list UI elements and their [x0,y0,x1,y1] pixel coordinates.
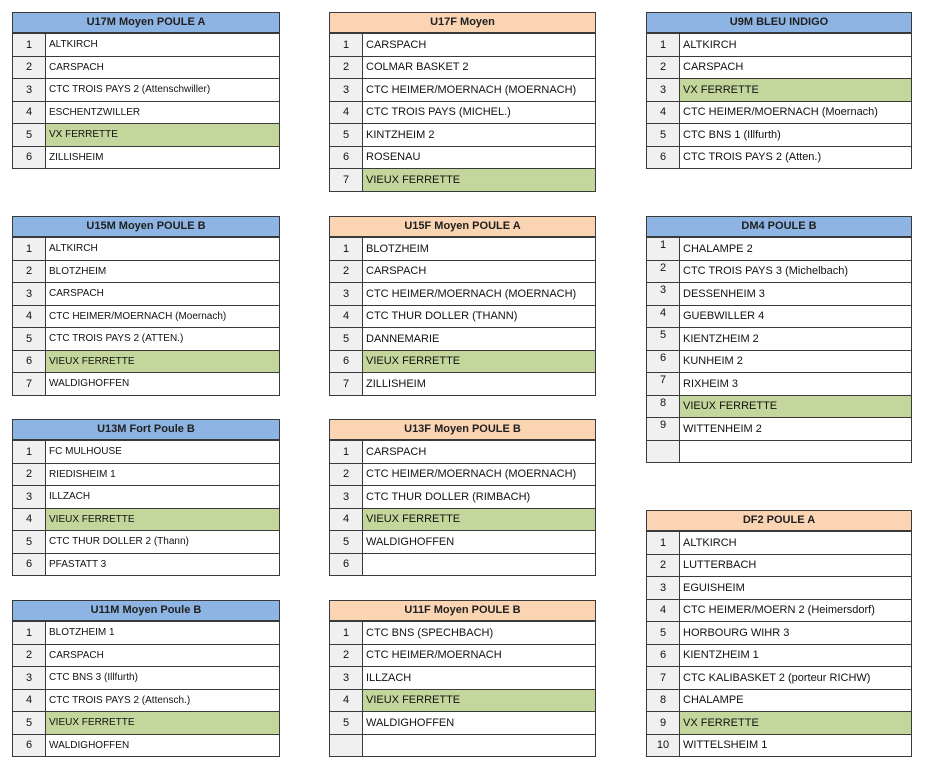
row-number: 9 [647,712,680,735]
table-row [330,101,596,124]
team-name: ILLZACH [363,667,596,690]
row-number: 5 [647,124,680,147]
team-name: KINTZHEIM 2 [363,124,596,147]
standings-table [12,33,280,169]
team-name: COLMAR BASKET 2 [363,56,596,79]
table-row [13,373,280,396]
team-name: RIXHEIM 3 [680,373,912,396]
row-number: 4 [330,508,363,531]
group-u17f-moyen [329,12,596,192]
team-name: BLOTZHEIM 1 [46,622,280,645]
team-name: ALTKIRCH [46,238,280,261]
table-row [13,56,280,79]
row-number: 3 [330,79,363,102]
team-name: CARSPACH [46,283,280,306]
table-row [647,124,912,147]
table-row [647,373,912,396]
team-name: CTC HEIMER/MOERNACH (MOERNACH) [363,463,596,486]
table-row [13,508,280,531]
row-number: 4 [330,305,363,328]
row-number: 2 [330,56,363,79]
row-number: 3 [647,577,680,600]
team-name: ILLZACH [46,486,280,509]
row-number [330,734,363,757]
team-name: CARSPACH [680,56,912,79]
team-name-highlighted: VX FERRETTE [680,712,912,735]
standings-table [12,440,280,576]
standings-table [12,237,280,396]
table-row [330,667,596,690]
row-number: 2 [330,644,363,667]
row-number: 5 [647,622,680,645]
table-row [647,689,912,712]
table-row [647,644,912,667]
team-name: CTC TROIS PAYS (MICHEL.) [363,101,596,124]
row-number: 1 [13,238,46,261]
table-row [13,553,280,576]
table-row [330,305,596,328]
team-name-highlighted: VIEUX FERRETTE [680,395,912,418]
team-name: CTC HEIMER/MOERNACH (MOERNACH) [363,283,596,306]
table-row [330,644,596,667]
standings-table [329,33,596,192]
standings-table [646,237,912,463]
group-u11f-moyen-poule-b [329,600,596,757]
table-row [647,734,912,757]
row-number: 6 [330,553,363,576]
team-name: KIENTZHEIM 2 [680,328,912,351]
team-name: WALDIGHOFFEN [46,734,280,757]
row-number: 7 [13,373,46,396]
table-row [647,350,912,373]
row-number: 7 [330,373,363,396]
row-number: 5 [13,712,46,735]
table-row [330,622,596,645]
table-row [13,283,280,306]
table-row [330,441,596,464]
team-name-highlighted: VIEUX FERRETTE [46,508,280,531]
table-row [330,283,596,306]
row-number: 3 [330,486,363,509]
table-row [647,667,912,690]
team-name-highlighted: VX FERRETTE [680,79,912,102]
team-name: HORBOURG WIHR 3 [680,622,912,645]
table-row [647,238,912,261]
table-row [330,260,596,283]
team-name: CTC TROIS PAYS 2 (Attensch.) [46,689,280,712]
group-u13m-fort-poule-b [12,419,280,576]
row-number: 2 [330,260,363,283]
group-title: U13F Moyen POULE B [329,419,596,440]
table-row [330,508,596,531]
row-number: 3 [330,283,363,306]
table-row [330,34,596,57]
table-row [647,328,912,351]
row-number: 7 [647,373,680,396]
table-row [13,305,280,328]
row-number: 6 [13,734,46,757]
group-u15f-moyen-poule-a [329,216,596,396]
team-name: CTC HEIMER/MOERNACH (Moernach) [46,305,280,328]
team-name: DESSENHEIM 3 [680,283,912,306]
table-row [13,689,280,712]
team-name: WITTENHEIM 2 [680,418,912,441]
table-row [647,622,912,645]
row-number: 5 [647,328,680,351]
table-row [647,283,912,306]
table-row [330,689,596,712]
row-number: 1 [647,34,680,57]
team-name: CTC BNS 1 (Illfurth) [680,124,912,147]
row-number: 2 [13,463,46,486]
group-u13f-moyen-poule-b [329,419,596,576]
team-name: CTC BNS (SPECHBACH) [363,622,596,645]
team-name: CTC HEIMER/MOERN 2 (Heimersdorf) [680,599,912,622]
row-number: 2 [647,554,680,577]
group-title: U17F Moyen [329,12,596,33]
row-number: 8 [647,395,680,418]
table-row [647,79,912,102]
row-number: 3 [647,79,680,102]
row-number: 5 [330,531,363,554]
team-name: CTC THUR DOLLER (THANN) [363,305,596,328]
team-name: ZILLISHEIM [46,146,280,169]
team-name: CTC HEIMER/MOERNACH (Moernach) [680,101,912,124]
group-title: U13M Fort Poule B [12,419,280,440]
table-row [13,622,280,645]
table-row [330,734,596,757]
team-name: CTC BNS 3 (Illfurth) [46,667,280,690]
team-name: ALTKIRCH [680,34,912,57]
team-name: WALDIGHOFFEN [363,531,596,554]
team-name-highlighted: VIEUX FERRETTE [363,508,596,531]
team-name-highlighted: VIEUX FERRETTE [46,350,280,373]
team-name: WITTELSHEIM 1 [680,734,912,757]
group-u9m-bleu-indigo [646,12,912,169]
table-row [647,418,912,441]
standings-table [329,621,596,757]
table-row [647,34,912,57]
team-name: FC MULHOUSE [46,441,280,464]
team-name: RIEDISHEIM 1 [46,463,280,486]
table-row [13,644,280,667]
table-row [13,238,280,261]
team-name [680,440,912,463]
row-number: 1 [647,532,680,555]
team-name: CARSPACH [363,441,596,464]
team-name: CTC THUR DOLLER (RIMBACH) [363,486,596,509]
team-name: PFASTATT 3 [46,553,280,576]
group-u15m-moyen-poule-b [12,216,280,396]
table-row [13,34,280,57]
group-title: DF2 POULE A [646,510,912,531]
row-number: 3 [13,486,46,509]
table-row [13,79,280,102]
table-row [13,463,280,486]
standings-table [329,440,596,576]
table-row [647,554,912,577]
row-number: 3 [330,667,363,690]
row-number: 4 [13,101,46,124]
team-name: LUTTERBACH [680,554,912,577]
team-name: KIENTZHEIM 1 [680,644,912,667]
team-name-highlighted: VIEUX FERRETTE [363,350,596,373]
row-number: 3 [647,283,680,306]
table-row [330,531,596,554]
table-row [647,260,912,283]
table-row [13,712,280,735]
row-number: 5 [330,124,363,147]
row-number: 5 [330,712,363,735]
row-number: 4 [647,101,680,124]
row-number: 2 [330,463,363,486]
team-name: CTC HEIMER/MOERNACH (MOERNACH) [363,79,596,102]
group-title: U11F Moyen POULE B [329,600,596,621]
team-name: GUEBWILLER 4 [680,305,912,328]
team-name: CARSPACH [46,644,280,667]
row-number: 9 [647,418,680,441]
team-name: CTC HEIMER/MOERNACH [363,644,596,667]
row-number: 4 [647,599,680,622]
team-name: CTC TROIS PAYS 2 (Atten.) [680,146,912,169]
group-title: DM4 POULE B [646,216,912,237]
table-row [330,553,596,576]
team-name: ALTKIRCH [680,532,912,555]
table-row [330,463,596,486]
row-number: 2 [13,644,46,667]
table-row [647,56,912,79]
row-number [647,440,680,463]
table-row [13,667,280,690]
row-number: 2 [647,260,680,283]
table-row [13,441,280,464]
row-number: 3 [13,283,46,306]
table-row [330,350,596,373]
team-name: EGUISHEIM [680,577,912,600]
table-row [647,395,912,418]
row-number: 2 [13,260,46,283]
team-name [363,553,596,576]
row-number: 6 [647,350,680,373]
team-name-highlighted: VIEUX FERRETTE [363,689,596,712]
row-number: 5 [13,124,46,147]
row-number: 6 [647,644,680,667]
team-name: CTC TROIS PAYS 2 (Attenschwiller) [46,79,280,102]
row-number: 7 [647,667,680,690]
row-number: 6 [330,146,363,169]
table-row [330,169,596,192]
row-number: 1 [330,622,363,645]
row-number: 3 [13,79,46,102]
table-row [330,56,596,79]
standings-table [646,33,912,169]
table-row [13,101,280,124]
team-name: KUNHEIM 2 [680,350,912,373]
standings-table [646,531,912,757]
row-number: 2 [647,56,680,79]
table-row [330,373,596,396]
group-title: U11M Moyen Poule B [12,600,280,621]
row-number: 4 [13,305,46,328]
table-row [330,79,596,102]
row-number: 5 [330,328,363,351]
team-name: CTC TROIS PAYS 2 (ATTEN.) [46,328,280,351]
team-name: ROSENAU [363,146,596,169]
row-number: 2 [13,56,46,79]
row-number: 4 [330,101,363,124]
group-u17m-moyen-poule-a [12,12,280,169]
row-number: 1 [330,238,363,261]
team-name: ESCHENTZWILLER [46,101,280,124]
row-number: 1 [13,622,46,645]
row-number: 4 [13,689,46,712]
table-row [330,238,596,261]
team-name: CTC TROIS PAYS 3 (Michelbach) [680,260,912,283]
row-number: 10 [647,734,680,757]
group-u11m-moyen-poule-b [12,600,280,757]
team-name: BLOTZHEIM [363,238,596,261]
row-number: 1 [13,441,46,464]
table-row [330,712,596,735]
group-title: U15M Moyen POULE B [12,216,280,237]
group-title: U17M Moyen POULE A [12,12,280,33]
table-row [330,486,596,509]
table-row [13,328,280,351]
standings-table [12,621,280,757]
group-title: U9M BLEU INDIGO [646,12,912,33]
team-name: CARSPACH [46,56,280,79]
team-name: CARSPACH [363,260,596,283]
group-df2-poule-a [646,510,912,757]
table-row [330,146,596,169]
team-name: ALTKIRCH [46,34,280,57]
table-row [13,350,280,373]
row-number: 8 [647,689,680,712]
team-name: DANNEMARIE [363,328,596,351]
table-row [647,599,912,622]
table-row [13,146,280,169]
team-name: CARSPACH [363,34,596,57]
table-row [647,577,912,600]
table-row [13,734,280,757]
team-name: WALDIGHOFFEN [363,712,596,735]
row-number: 6 [647,146,680,169]
row-number: 1 [330,34,363,57]
table-row [647,101,912,124]
team-name-highlighted: VX FERRETTE [46,124,280,147]
row-number: 6 [330,350,363,373]
row-number: 6 [13,553,46,576]
team-name: CTC KALIBASKET 2 (porteur RICHW) [680,667,912,690]
row-number: 1 [13,34,46,57]
table-row [330,124,596,147]
row-number: 4 [13,508,46,531]
team-name: CHALAMPE 2 [680,238,912,261]
team-name-highlighted: VIEUX FERRETTE [363,169,596,192]
group-title: U15F Moyen POULE A [329,216,596,237]
row-number: 3 [13,667,46,690]
row-number: 4 [647,305,680,328]
table-row [13,124,280,147]
row-number: 5 [13,328,46,351]
team-name: CTC THUR DOLLER 2 (Thann) [46,531,280,554]
team-name [363,734,596,757]
table-row [13,531,280,554]
table-row [13,260,280,283]
table-row [13,486,280,509]
row-number: 1 [330,441,363,464]
row-number: 1 [647,238,680,261]
row-number: 5 [13,531,46,554]
table-row [647,146,912,169]
team-name: BLOTZHEIM [46,260,280,283]
table-row [647,305,912,328]
table-row [647,440,912,463]
row-number: 6 [13,146,46,169]
table-row [330,328,596,351]
row-number: 4 [330,689,363,712]
team-name: CHALAMPE [680,689,912,712]
team-name: ZILLISHEIM [363,373,596,396]
team-name: WALDIGHOFFEN [46,373,280,396]
row-number: 6 [13,350,46,373]
team-name-highlighted: VIEUX FERRETTE [46,712,280,735]
table-row [647,532,912,555]
table-row [647,712,912,735]
group-dm4-poule-b [646,216,912,463]
standings-table [329,237,596,396]
row-number: 7 [330,169,363,192]
